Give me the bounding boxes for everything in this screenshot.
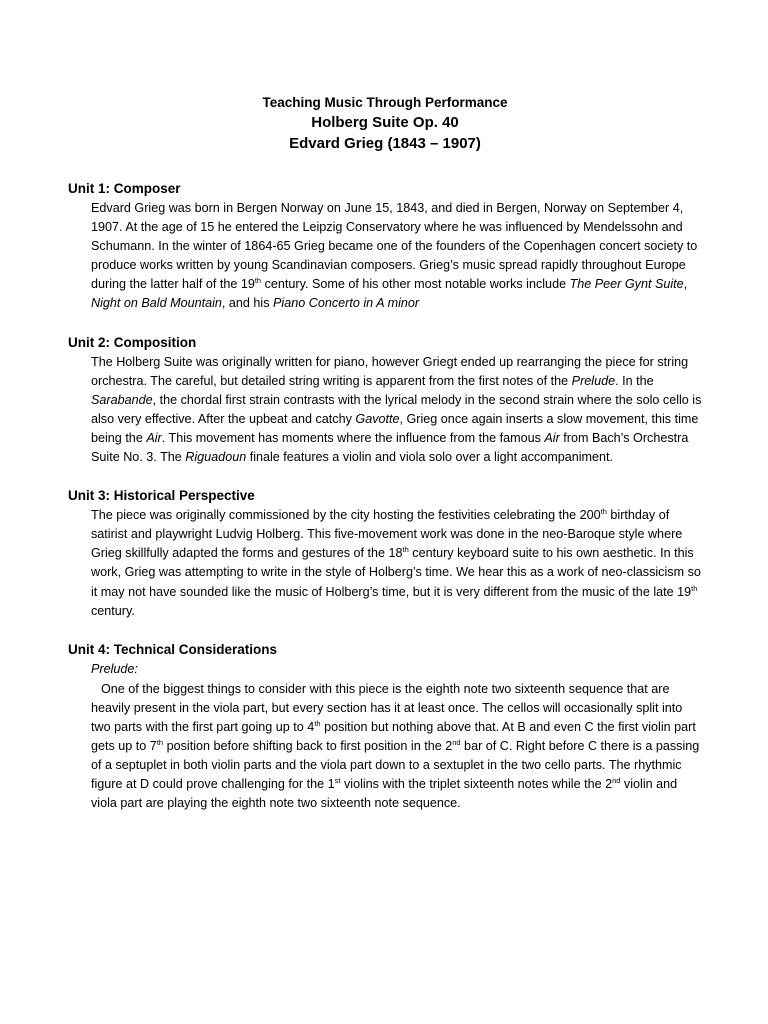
- text: finale features a violin and viola solo over a light accompaniment.: [246, 450, 614, 465]
- superscript: th: [600, 507, 607, 517]
- movement-italic: Prelude: [571, 373, 616, 388]
- superscript: nd: [612, 776, 621, 786]
- text: position but nothing above that. At B and even C the first violin part gets up to 7: [91, 719, 696, 753]
- superscript: nd: [452, 737, 461, 747]
- superscript: th: [254, 276, 262, 286]
- unit-4-body: [91, 680, 702, 814]
- unit-4-section: [68, 641, 702, 814]
- unit-3-body: [91, 506, 702, 621]
- superscript: th: [691, 583, 698, 593]
- text: century keyboard suite to his own aesthetic. In this work, Grieg was attempting to write in the style of Holberg’s time. We hear this as a work of neo-classicism so it may not have sounded like the music of Holberg’s time, but it is very different from the music of the late 19: [91, 546, 701, 599]
- work-title-italic: Piano Concerto in A minor: [273, 296, 420, 311]
- text: The Holberg Suite was originally written for piano, however Griegt ended up rearranging the piece for string orchestra. The careful, but detailed string writing is apparent from the first notes of the: [91, 354, 689, 388]
- work-title-italic: The Peer Gynt Suite: [569, 277, 684, 292]
- text: , and his: [221, 296, 274, 311]
- unit-3-heading: Unit 3: Historical Perspective: [68, 488, 255, 504]
- unit-4-paragraph: [91, 680, 702, 814]
- composer-title: Edvard Grieg (1843 – 1907): [289, 135, 481, 152]
- text: , the chordal first strain contrasts with the lyrical melody in the second strain where the solo cello is also very effective. After the upbeat and catchy: [91, 392, 702, 426]
- text: violins with the triplet sixteenth notes while the 2: [340, 777, 613, 792]
- text: One of the biggest things to consider with this piece is the eighth note two sixteenth sequence that are heavily present in the viola part, but every section has it at least once. The cellos will occasionally split into two parts with the first part going up to 4: [91, 681, 683, 734]
- text: ,: [683, 277, 688, 292]
- series-title: Teaching Music Through Performance: [262, 95, 508, 110]
- movement-italic: Sarabande: [91, 392, 153, 407]
- work-title: Holberg Suite Op. 40: [311, 114, 459, 131]
- movement-italic: Gavotte: [355, 411, 400, 426]
- text: century. Some of his other most notable works include: [261, 277, 570, 292]
- text: from Bach’s Orchestra Suite No. 3. The: [91, 430, 689, 465]
- text: Edvard Grieg was born in Bergen Norway on June 15, 1843, and died in Bergen, Norway on September 4, 1907. At the age of 15 he entered the Leipzig Conservatory where he was influenced by Mendelssohn and Schumann. In the winter of 1864-65 Grieg became one of the founders of the Copenhagen concert society to produce works written by young Scandinavian composers. Grieg’s music spread rapidly throughout Europe during the latter half of the 19: [91, 201, 698, 292]
- unit-2-paragraph: [91, 353, 702, 468]
- movement-italic: Air: [146, 430, 162, 445]
- unit-2-section: [68, 334, 702, 468]
- text: , Grieg once again inserts a slow movement, this time being the: [91, 411, 699, 445]
- unit-3-section: [68, 487, 702, 621]
- unit-2-heading: Unit 2: Composition: [68, 334, 197, 350]
- text: The piece was originally commissioned by the city hosting the festivities celebrating the 200: [91, 508, 601, 523]
- unit-1-section: [68, 180, 702, 314]
- text: century.: [91, 603, 135, 618]
- superscript: th: [314, 718, 321, 728]
- unit-3-paragraph: [91, 506, 702, 621]
- text: violin and viola part are playing the eighth note two sixteenth note sequence.: [91, 777, 678, 811]
- text: birthday of satirist and playwright Ludvig Holberg. This five-movement work was done in the neo-Baroque style where Grieg skillfully adapted the forms and gestures of the 18: [91, 508, 683, 561]
- unit-4-heading: Unit 4: Technical Considerations: [68, 641, 278, 657]
- text: position before shifting back to first position in the 2: [163, 738, 453, 753]
- superscript: th: [156, 737, 164, 747]
- unit-1-body: [91, 199, 702, 314]
- movement-italic: Air: [544, 430, 560, 445]
- unit-1-paragraph: [91, 199, 702, 314]
- text: . This movement has moments where the influence from the famous: [161, 430, 545, 445]
- superscript: th: [402, 545, 409, 555]
- superscript: st: [334, 776, 341, 786]
- unit-1-heading: Unit 1: Composer: [68, 181, 181, 196]
- movement-italic: Riguadoun: [185, 450, 247, 465]
- text: bar of C. Right before C there is a passing of a septuplet in both violin parts and the viola part down to a sextuplet in the two cello parts. The rhythmic figure at D could prove challenging for the 1: [91, 738, 700, 792]
- text: . In the: [615, 373, 654, 388]
- unit-2-body: [91, 353, 702, 468]
- unit-4-subheading: Prelude:: [91, 661, 138, 676]
- work-title-italic: Night on Bald Mountain: [91, 296, 222, 311]
